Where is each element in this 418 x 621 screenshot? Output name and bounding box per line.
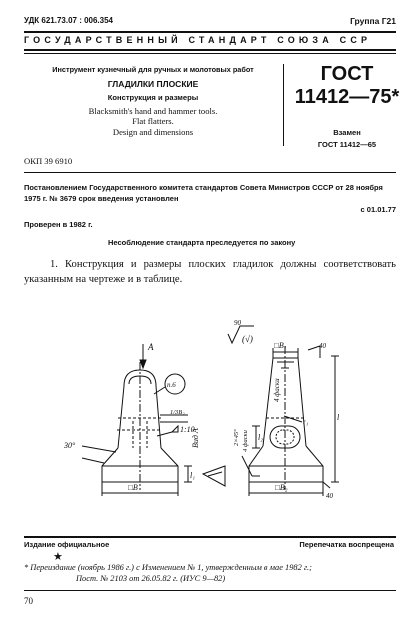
l2-label: l₂: [258, 433, 264, 442]
okp-code: ОКП 39 6910: [24, 156, 73, 166]
page-number: 70: [24, 596, 33, 606]
decree-text: Постановлением Государственного комитета стандартов Совета Министров СССР от 28 ноября 1975 г. № 3679 срок введения установлен: [24, 183, 383, 204]
view-a-label: Вид А: [191, 428, 200, 448]
chamfer-edges-label: 4 фаски: [273, 378, 281, 402]
b-square-label: □B: [128, 483, 138, 492]
chamfer-vertex-label: 4 фаски: [242, 430, 249, 452]
reissue-note-line: * Переиздание (ноябрь 1986 г.) с Изменением № 1, утвержденным в мае 1982 г.;: [24, 563, 312, 572]
view-arrow-label: A: [148, 342, 154, 352]
product-subtitle: Конструкция и размеры: [107, 92, 199, 102]
b2-square-label: □B₂: [275, 483, 288, 492]
english-title-line: Flat flatters.: [132, 116, 174, 127]
roughness-paren: (√): [242, 334, 253, 344]
checked-year: Проверен в 1982 г.: [24, 220, 93, 229]
footer-rule: [24, 536, 396, 538]
chamfer-size-label: 2×45°: [233, 429, 240, 446]
state-standard-title: ГОСУДАРСТВЕННЫЙ СТАНДАРТ СОЮЗА ССР: [24, 35, 372, 45]
front-view: [63, 342, 195, 496]
rule-double-2: [24, 53, 396, 54]
tool-category: Инструмент кузнечный для ручных и молотовых работ: [52, 65, 254, 74]
b1-square-label: □B₁: [274, 341, 287, 350]
english-title-line: Design and dimensions: [112, 126, 194, 137]
b2-fraction-label: 1/3B₂: [170, 409, 185, 416]
reissue-note-line: Пост. № 2103 от 26.05.82 г. (ИУС 9—82): [76, 574, 226, 584]
udk-code: УДК 621.73.07 : 006.354: [24, 16, 113, 25]
official-edition: Издание официальное: [24, 540, 110, 549]
note-6-label: п.6: [167, 381, 176, 389]
reissue-note: [24, 562, 396, 585]
radius-bottom-label: 40: [326, 492, 333, 500]
replaced-standard: ГОСТ 11412—65: [317, 140, 377, 149]
effective-date: с 01.01.77: [360, 205, 396, 214]
star-icon: ★: [53, 551, 63, 563]
title-block: [24, 66, 282, 137]
view-a: [191, 428, 225, 486]
bottom-rule: [24, 590, 396, 591]
surface-roughness-symbol: [228, 319, 254, 344]
rule-double-1: [24, 49, 396, 51]
top-rule: [24, 31, 396, 33]
technical-drawing: [20, 319, 400, 506]
l-label: l: [337, 413, 340, 422]
angle-label: 30°: [64, 441, 76, 450]
taper-label: 1:10: [180, 425, 195, 434]
r1-label: r₁: [303, 418, 309, 426]
okp-rule: [24, 172, 396, 173]
title-divider: [283, 64, 284, 146]
product-name: ГЛАДИЛКИ ПЛОСКИЕ: [107, 78, 199, 89]
group-code: Группа Г21: [350, 16, 396, 26]
replaces-label: Взамен: [333, 128, 361, 137]
l1-label: l₁: [190, 471, 196, 480]
english-title-line: Blacksmith's hand and hammer tools.: [88, 106, 218, 117]
gost-number: 11412—75*: [294, 86, 400, 108]
reprint-prohibited: Перепечатка воспрещена: [299, 540, 394, 549]
clause-1: 1. Конструкция и размеры плоских гладилок должны соответствовать указанным на чертеже и в таблице.: [24, 259, 396, 285]
roughness-value: 90: [234, 319, 241, 327]
side-view: [233, 341, 340, 500]
law-notice: Несоблюдение стандарта преследуется по закону: [108, 238, 296, 247]
radius-top-label: 40: [319, 342, 326, 350]
gost-label: ГОСТ: [320, 63, 374, 85]
